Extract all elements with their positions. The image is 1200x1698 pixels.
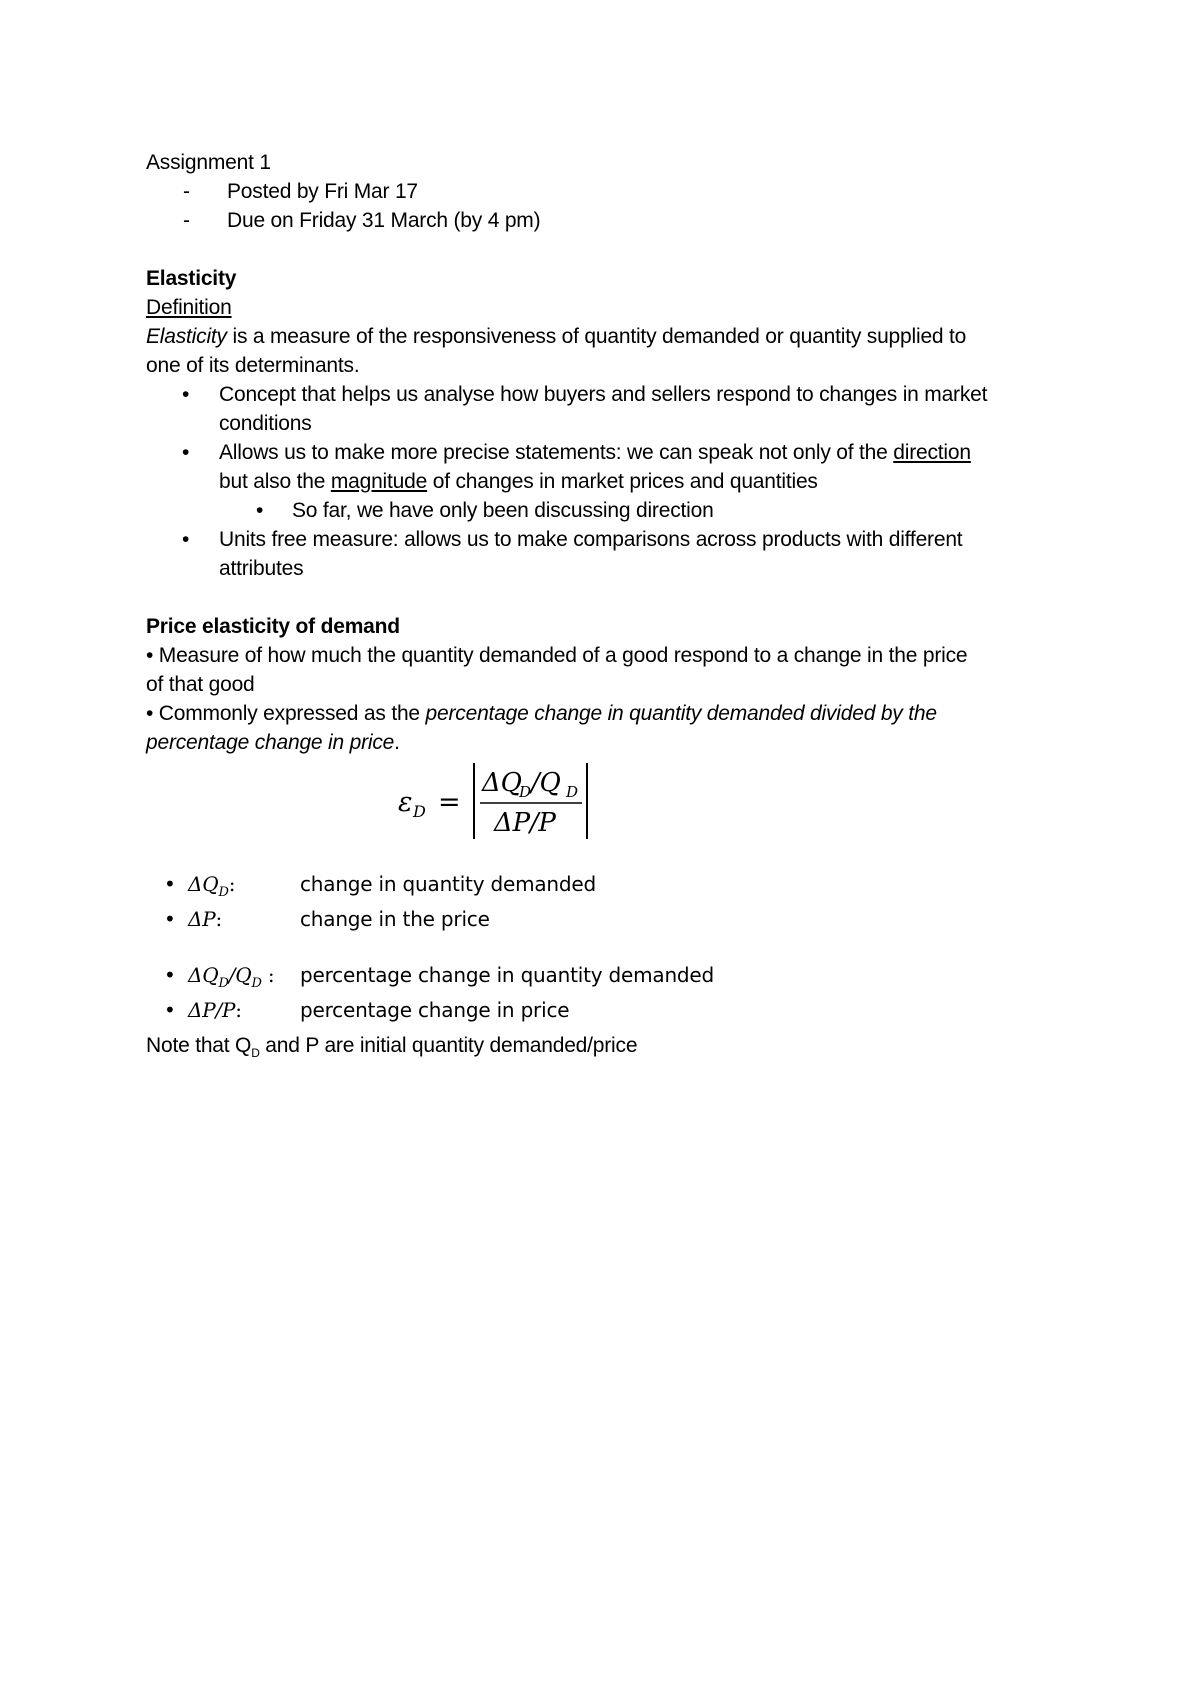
symbol-definitions — [146, 871, 1066, 1023]
symbol-suffix: : — [228, 872, 236, 896]
bullet-text — [219, 380, 1066, 438]
list-item — [146, 997, 1066, 1023]
symbol-text: ΔP/P — [188, 998, 236, 1022]
bullet-marker: • — [164, 998, 176, 1022]
spacer — [146, 932, 1066, 962]
assignment-title: Assignment 1 — [146, 151, 271, 174]
bullet-line: Units free measure: allows us to make comparisons across products with different — [219, 528, 963, 551]
list-item — [146, 906, 1066, 932]
ped-point-2-text: . — [394, 731, 400, 754]
symbol — [188, 962, 300, 997]
symbol-text: ΔP — [188, 907, 216, 931]
symbol-sub: D — [251, 976, 262, 991]
formula-denominator: ΔP/P — [494, 808, 556, 838]
dash-marker: - — [183, 209, 190, 232]
bullet-marker: • — [256, 499, 264, 522]
posted-date-text: Posted by Fri Mar 17 — [227, 180, 418, 203]
formula-lhs-sub: D — [413, 802, 426, 821]
bullet-line: conditions — [219, 412, 312, 435]
bullet-text — [219, 525, 1066, 583]
ped-point-2-italic: percentage change in quantity demanded divided by the — [425, 702, 937, 725]
symbol — [188, 997, 300, 1023]
definition-term: Elasticity — [146, 325, 227, 348]
list-item — [146, 525, 1066, 583]
formula-equals: = — [438, 787, 461, 818]
spacer — [146, 583, 1066, 612]
symbol-text: ΔQ — [188, 963, 219, 987]
symbol-sub: D — [218, 976, 229, 991]
symbol — [188, 906, 300, 932]
ped-point-1: • Measure of how much the quantity demanded of a good respond to a change in the price — [146, 644, 968, 667]
bullet-marker: • — [164, 963, 176, 987]
bullet-marker: • — [164, 872, 176, 896]
definition-text: is a measure of the responsiveness of quantity demanded or quantity supplied to — [226, 325, 967, 348]
due-date-text: Due on Friday 31 March (by 4 pm) — [227, 209, 541, 232]
note-text: Note that Q — [146, 1034, 252, 1057]
bullet-line: attributes — [219, 557, 304, 580]
symbol-sub: D — [218, 885, 229, 900]
definition-paragraph-continued: one of its determinants. — [146, 354, 360, 377]
bullet-marker: • — [182, 383, 190, 406]
ped-point-2 — [146, 699, 1066, 728]
ped-point-2-continued — [146, 728, 1066, 757]
dash-marker: - — [183, 180, 190, 203]
definition-paragraph — [146, 322, 1066, 351]
definition-subheading: Definition — [146, 296, 232, 319]
elasticity-formula — [146, 759, 1066, 845]
list-item — [146, 962, 1066, 997]
list-item — [146, 871, 1066, 906]
bullet-marker: • — [182, 528, 190, 551]
list-item — [146, 206, 1066, 235]
bullet-line: Allows us to make more precise statements: we can speak not only of the — [219, 441, 894, 464]
bullet-text — [219, 438, 1066, 496]
ped-point-2-text: • Commonly expressed as the — [146, 702, 426, 725]
symbol-description: percentage change in price — [300, 998, 570, 1022]
formula-lhs: ε — [398, 787, 413, 818]
formula-graphic — [398, 759, 598, 843]
formula-numerator-slash: /Q — [531, 768, 561, 798]
sub-bullet-text: So far, we have only been discussing direction — [292, 499, 714, 522]
formula-numerator-sub: D — [519, 783, 531, 801]
formula-numerator-sub2: D — [566, 783, 578, 801]
note-text: and P are initial quantity demanded/price — [259, 1034, 638, 1057]
bullet-line: but also the — [219, 470, 331, 493]
underlined-term-magnitude: magnitude — [330, 470, 428, 493]
underlined-term-direction: direction — [893, 441, 971, 464]
symbol-description: change in the price — [300, 907, 490, 931]
symbol-description: change in quantity demanded — [300, 872, 596, 896]
note-sub: D — [251, 1046, 260, 1061]
bullet-line: of changes in market prices and quantities — [427, 470, 818, 493]
formula-numerator: ΔQ — [482, 768, 522, 798]
ped-heading: Price elasticity of demand — [146, 615, 400, 638]
list-item — [146, 177, 1066, 206]
symbol-suffix: : — [215, 907, 223, 931]
spacer — [146, 235, 1066, 264]
ped-point-2-italic: percentage change in price — [146, 731, 395, 754]
list-item — [146, 438, 1066, 496]
bullet-marker: • — [182, 441, 190, 464]
note-line — [146, 1031, 1066, 1068]
elasticity-heading: Elasticity — [146, 267, 237, 290]
document-content — [146, 148, 1066, 1068]
list-item — [146, 380, 1066, 438]
ped-point-1-continued: of that good — [146, 673, 255, 696]
list-item — [146, 496, 1066, 525]
symbol-description: percentage change in quantity demanded — [300, 963, 715, 987]
bullet-line: Concept that helps us analyse how buyers and sellers respond to changes in market — [219, 383, 988, 406]
symbol — [188, 871, 300, 906]
symbol-text: ΔQ — [188, 872, 219, 896]
symbol-suffix: /Q — [228, 963, 252, 987]
symbol-suffix: : — [235, 998, 242, 1022]
symbol-suffix: : — [261, 963, 275, 987]
bullet-marker: • — [164, 907, 176, 931]
